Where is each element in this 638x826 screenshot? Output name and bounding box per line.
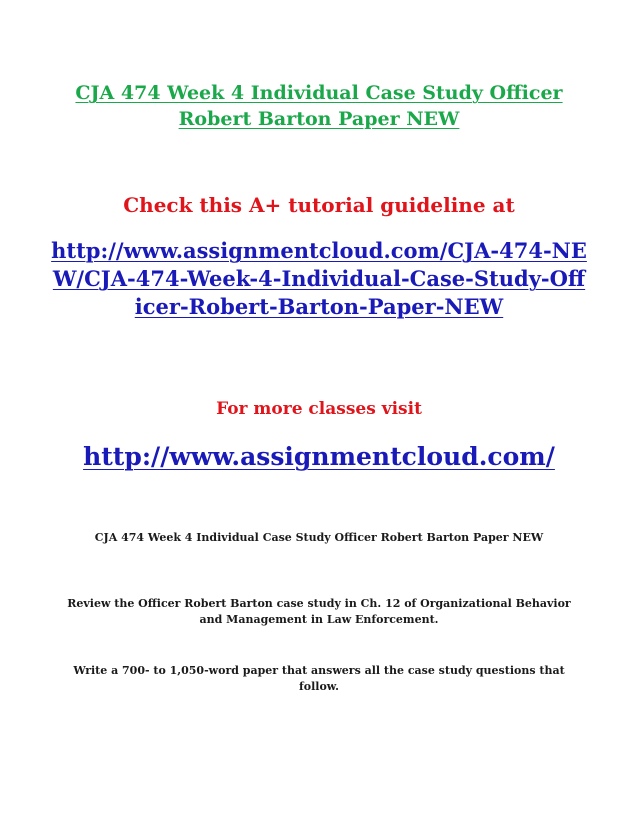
classes-link[interactable]: http://www.assignmentcloud.com/	[83, 442, 555, 471]
instruction-paragraph: Write a 700- to 1,050-word paper that answers all the case study questions that follow.	[73, 664, 565, 693]
classes-heading: For more classes visit	[216, 399, 422, 419]
document-subtitle: CJA 474 Week 4 Individual Case Study Officer Robert Barton Paper NEW	[94, 531, 544, 544]
instruction-paragraph: Review the Officer Robert Barton case study in Ch. 12 of Organizational Behavior and Management in Law Enforcement.	[67, 597, 571, 626]
tutorial-link[interactable]: http://www.assignmentcloud.com/CJA-474-NEW/CJA-474-Week-4-Individual-Case-Study-Officer-Robert-Barton-Paper-NEW	[51, 238, 587, 319]
document-title: CJA 474 Week 4 Individual Case Study Officer Robert Barton Paper NEW	[75, 82, 563, 130]
tutorial-heading: Check this A+ tutorial guideline at	[123, 193, 515, 217]
